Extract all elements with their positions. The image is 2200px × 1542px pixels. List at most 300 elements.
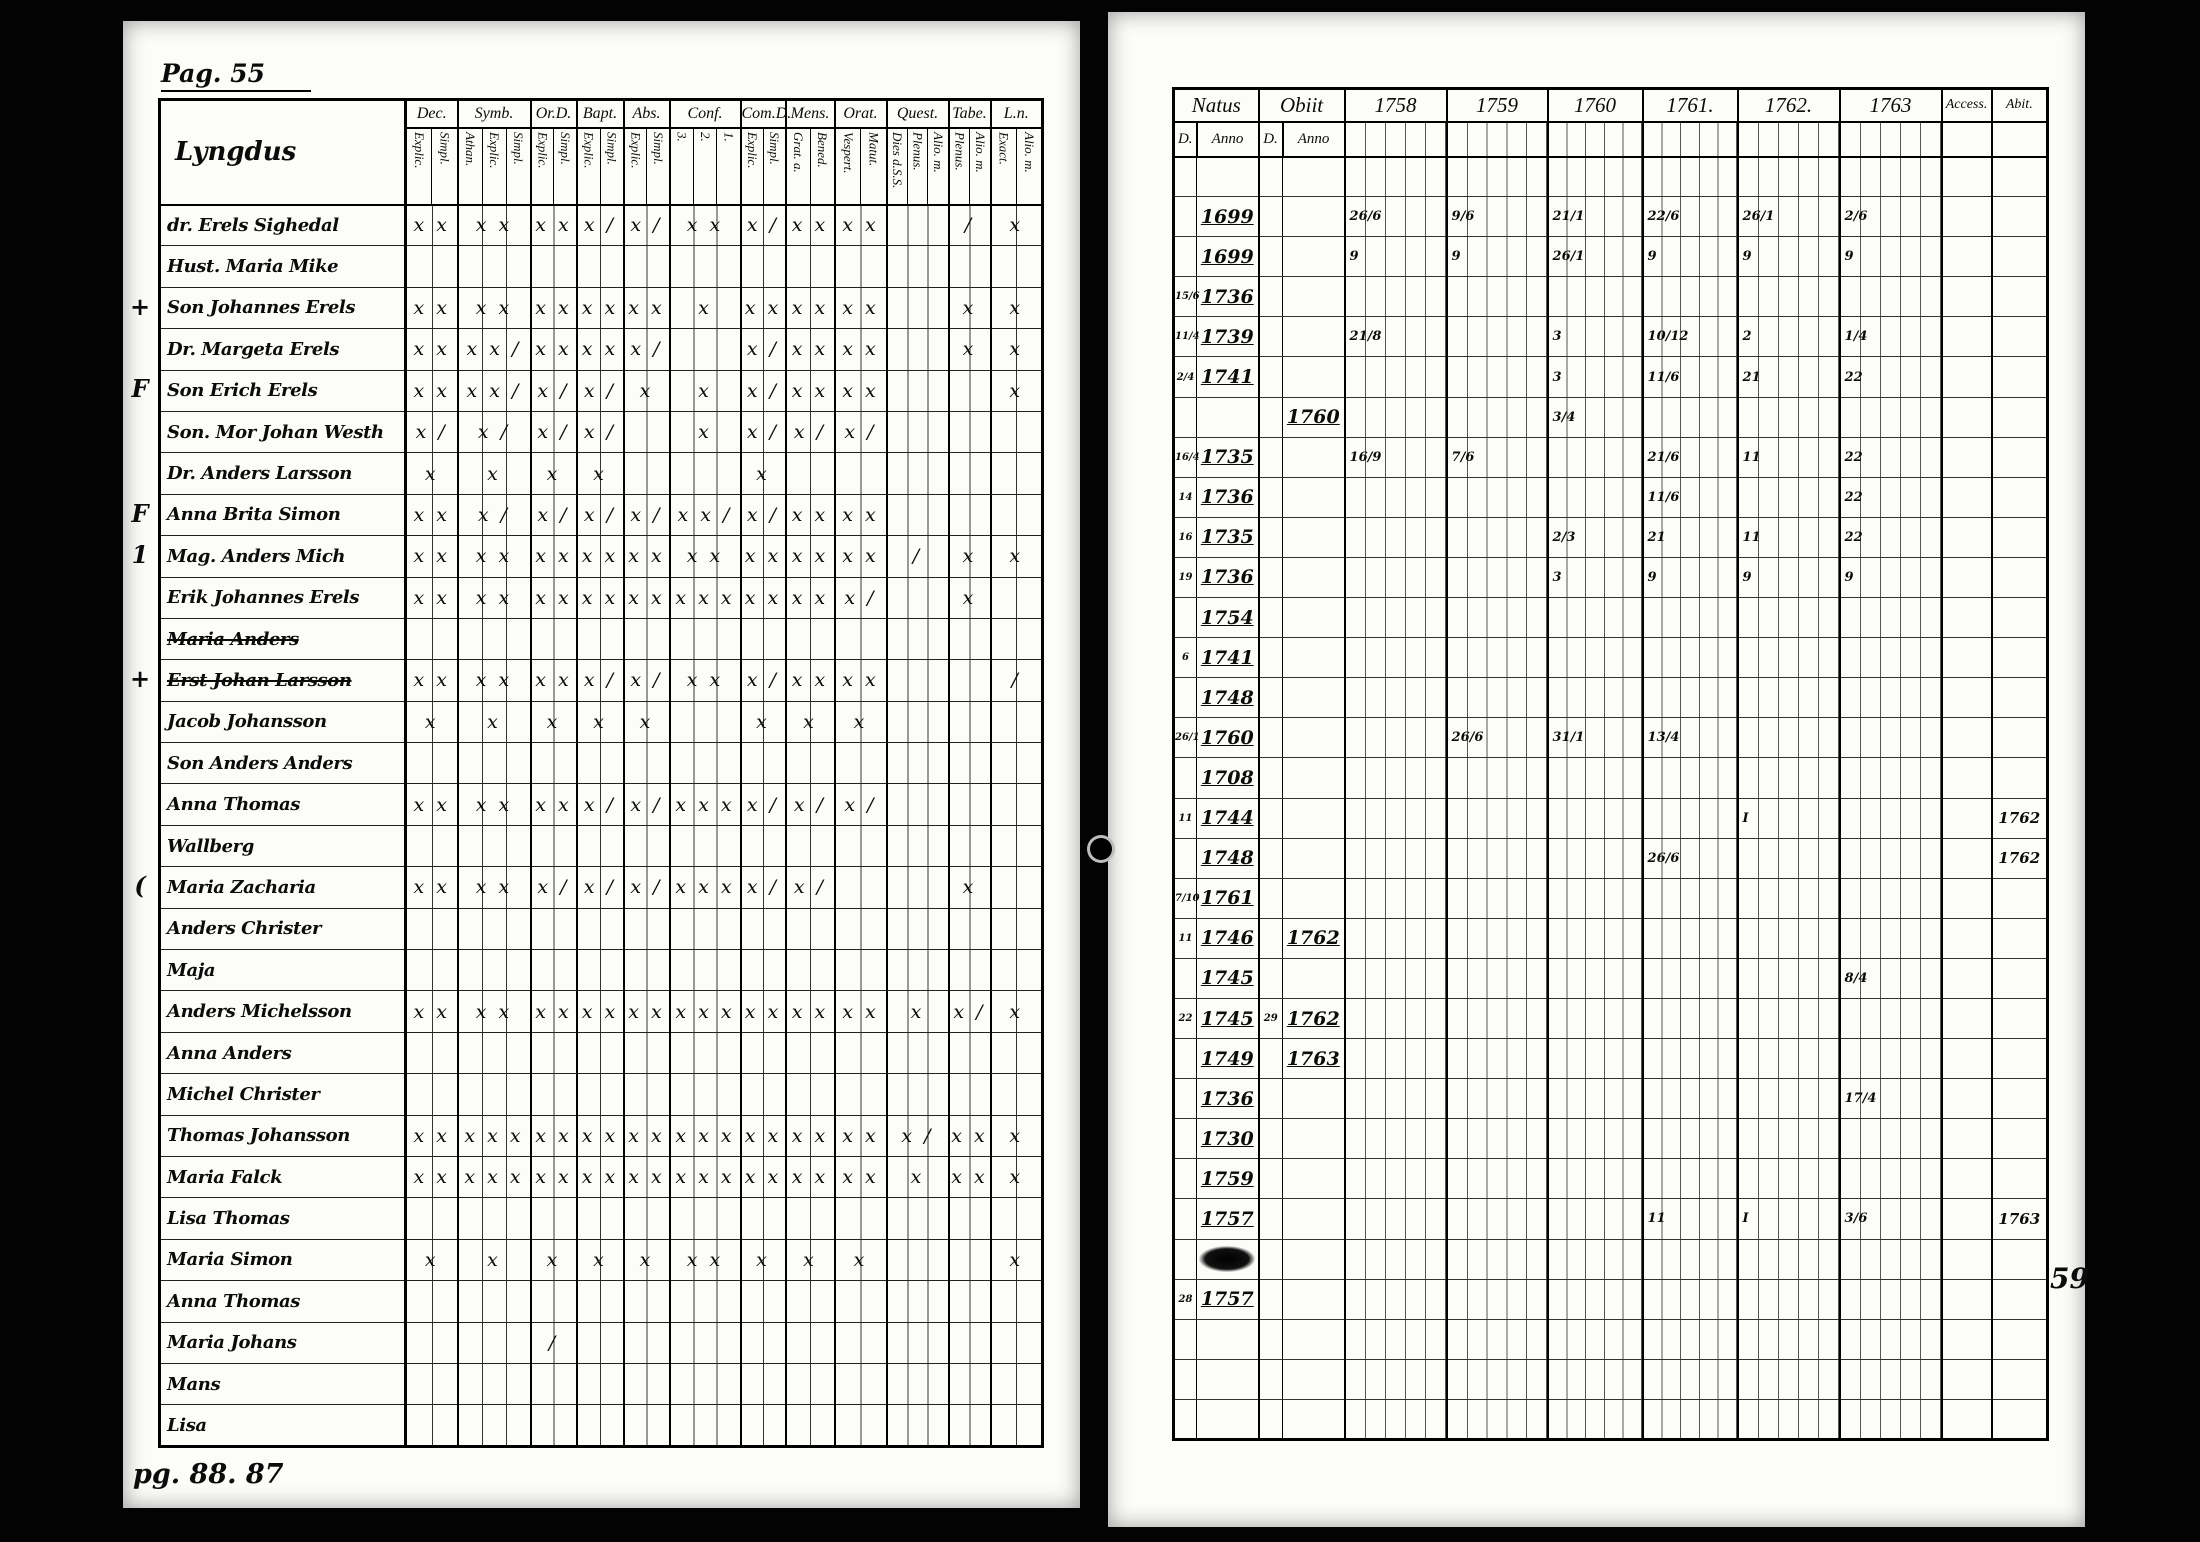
exam-mark-cell <box>741 825 786 866</box>
obiit-day-cell <box>1259 638 1283 678</box>
year-attendance-cell: 22 <box>1840 517 1942 557</box>
year-attendance-cell: 8/4 <box>1840 958 1942 998</box>
group-header-bapt: Bapt. <box>577 100 624 128</box>
access-cell <box>1942 958 1992 998</box>
year-attendance-cell <box>1840 758 1942 798</box>
year-attendance-cell <box>1643 277 1738 317</box>
natus-day-cell <box>1174 1039 1197 1079</box>
obiit-day-cell <box>1259 1199 1283 1239</box>
abit-cell <box>1992 678 2048 718</box>
exam-mark-cell <box>835 908 887 949</box>
year-attendance-cell <box>1548 1239 1643 1279</box>
natus-day-cell <box>1174 197 1197 237</box>
exam-mark-cell: x <box>406 453 458 494</box>
exam-mark-cell: x x <box>624 1115 670 1156</box>
year-attendance-cell <box>1548 838 1643 878</box>
exam-mark-cell <box>949 494 991 535</box>
year-attendance-cell <box>1345 718 1447 758</box>
exam-mark-cell <box>887 411 949 452</box>
subheader-label: Exact. <box>996 131 1012 165</box>
subheader-or-d <box>531 128 577 205</box>
year-attendance-cell <box>1840 1319 1942 1359</box>
natus-year-cell: 1741 <box>1197 357 1259 397</box>
subheader-cells <box>407 129 457 204</box>
exam-mark-cell <box>741 1322 786 1363</box>
year-attendance-cell <box>1345 1239 1447 1279</box>
year-attendance-cell <box>1447 638 1548 678</box>
obiit-day-cell <box>1259 557 1283 597</box>
group-header-symb: Symb. <box>458 100 531 128</box>
obiit-year-cell <box>1283 1199 1345 1239</box>
person-name-cell <box>160 991 406 1032</box>
year-attendance-cell <box>1643 998 1738 1038</box>
year-header: 1762. <box>1738 89 1840 122</box>
exam-mark-cell: x x x <box>458 1115 531 1156</box>
year-attendance-cell <box>1447 1399 1548 1439</box>
natus-year-cell: 1754 <box>1197 598 1259 638</box>
exam-mark-cell <box>406 618 458 659</box>
year-attendance-cell <box>1345 758 1447 798</box>
register-row <box>160 660 1043 701</box>
obiit-day-cell <box>1259 1319 1283 1359</box>
exam-mark-cell: x x <box>786 536 835 577</box>
person-name-cell <box>160 1115 406 1156</box>
abit-cell: 1763 <box>1992 1199 2048 1239</box>
obiit-day-cell: 29 <box>1259 998 1283 1038</box>
person-name-cell <box>160 205 406 246</box>
exam-mark-cell <box>624 825 670 866</box>
year-attendance-cell <box>1738 878 1840 918</box>
subheader-label: Plenus. <box>907 129 927 204</box>
obiit-day-cell <box>1259 878 1283 918</box>
person-name: Mag. Anders Mich <box>167 545 346 567</box>
register-header-row <box>1174 89 2048 122</box>
exam-mark-cell <box>741 1405 786 1446</box>
register-row <box>160 370 1043 411</box>
exam-mark-cell <box>991 867 1043 908</box>
obiit-year-cell: 1760 <box>1283 397 1345 437</box>
exam-mark-cell <box>835 743 887 784</box>
exam-mark-cell: x <box>887 991 949 1032</box>
abit-cell <box>1992 1319 2048 1359</box>
exam-mark-cell <box>949 1281 991 1322</box>
subheader-cells <box>532 129 576 204</box>
exam-mark-cell <box>887 329 949 370</box>
year-attendance-cell <box>1738 998 1840 1038</box>
exam-mark-cell <box>991 1032 1043 1073</box>
obiit-year-cell <box>1283 1319 1345 1359</box>
register-row <box>160 287 1043 328</box>
register-row <box>1174 1399 2048 1439</box>
register-row <box>1174 517 2048 557</box>
person-name-cell <box>160 1322 406 1363</box>
exam-mark-cell: x <box>406 1239 458 1280</box>
exam-mark-cell <box>991 1322 1043 1363</box>
natus-day-cell: 7/10 <box>1174 878 1197 918</box>
year-attendance-cell <box>1738 1359 1840 1399</box>
exam-mark-cell <box>458 246 531 287</box>
exam-mark-cell <box>786 246 835 287</box>
year-attendance-cell: 17/4 <box>1840 1079 1942 1119</box>
exam-mark-cell <box>670 825 741 866</box>
access-cell <box>1942 557 1992 597</box>
exam-mark-cell <box>786 1405 835 1446</box>
exam-mark-cell: x <box>741 1239 786 1280</box>
exam-mark-cell: x / <box>786 784 835 825</box>
exam-mark-cell: x x <box>406 1156 458 1197</box>
register-row <box>160 453 1043 494</box>
natus-day-cell <box>1174 758 1197 798</box>
exam-mark-cell: x / <box>624 867 670 908</box>
obiit-day-cell <box>1259 958 1283 998</box>
exam-mark-cell <box>670 1405 741 1446</box>
exam-mark-cell: x x <box>531 577 577 618</box>
year-attendance-cell <box>1548 638 1643 678</box>
exam-mark-cell: x x <box>835 494 887 535</box>
exam-mark-cell: x x <box>458 991 531 1032</box>
obiit-day-cell <box>1259 317 1283 357</box>
exam-mark-cell <box>624 618 670 659</box>
natus-year-cell: 1739 <box>1197 317 1259 357</box>
obiit-year-cell <box>1283 758 1345 798</box>
exam-mark-cell <box>835 246 887 287</box>
year-attendance-cell <box>1840 718 1942 758</box>
year-attendance-cell <box>1738 758 1840 798</box>
year-attendance-cell: 21/8 <box>1345 317 1447 357</box>
exam-mark-cell: x x <box>406 784 458 825</box>
natus-year-cell: 1748 <box>1197 678 1259 718</box>
year-attendance-cell: 9 <box>1447 237 1548 277</box>
natus-header: Natus <box>1174 89 1259 122</box>
natus-year-cell: 1757 <box>1197 1279 1259 1319</box>
subheader-label: Alio. m. <box>927 129 947 204</box>
year-attendance-cell: 9 <box>1738 237 1840 277</box>
subheader-label: Simpl. <box>646 129 669 204</box>
exam-mark-cell <box>887 1239 949 1280</box>
exam-mark-cell: x <box>991 370 1043 411</box>
exam-mark-cell <box>949 743 991 784</box>
catechetical-exam-table <box>158 98 1044 1448</box>
year-attendance-cell: 1/4 <box>1840 317 1942 357</box>
obiit-year-cell <box>1283 1239 1345 1279</box>
exam-mark-cell: x x <box>531 329 577 370</box>
person-name-cell <box>160 370 406 411</box>
obiit-day-cell <box>1259 1039 1283 1079</box>
natus-day-cell: 28 <box>1174 1279 1197 1319</box>
year-attendance-cell <box>1345 1119 1447 1159</box>
person-name: Anna Anders <box>167 1042 292 1064</box>
access-cell <box>1942 918 1992 958</box>
exam-mark-cell: x x <box>670 536 741 577</box>
exam-mark-cell <box>577 1405 624 1446</box>
person-name-cell <box>160 660 406 701</box>
exam-mark-cell: x / <box>741 660 786 701</box>
year-attendance-cell <box>1548 678 1643 718</box>
exam-mark-cell: x / <box>741 329 786 370</box>
year-attendance-cell <box>1840 157 1942 197</box>
exam-mark-cell <box>406 1074 458 1115</box>
exam-mark-cell: x x <box>835 660 887 701</box>
register-row <box>1174 758 2048 798</box>
year-attendance-cell <box>1548 1119 1643 1159</box>
natus-day-cell: 11 <box>1174 798 1197 838</box>
access-cell <box>1942 998 1992 1038</box>
year-attendance-cell: I <box>1738 798 1840 838</box>
obiit-day-cell <box>1259 598 1283 638</box>
obiit-year-cell <box>1283 798 1345 838</box>
exam-mark-cell <box>949 1032 991 1073</box>
year-attendance-cell: 11 <box>1738 517 1840 557</box>
group-header-orat: Orat. <box>835 100 887 128</box>
exam-mark-cell: x x <box>406 370 458 411</box>
exam-mark-cell: x <box>786 701 835 742</box>
group-header-or-d: Or.D. <box>531 100 577 128</box>
subheader-cells <box>888 129 948 204</box>
abit-subheader <box>1992 122 2048 157</box>
natus-day-cell: 11/4 <box>1174 317 1197 357</box>
exam-mark-cell <box>991 784 1043 825</box>
exam-mark-cell: x <box>741 701 786 742</box>
natus-day-cell <box>1174 1239 1197 1279</box>
footer-page-reference: pg. 88. 87 <box>133 1459 284 1490</box>
exam-mark-cell <box>786 908 835 949</box>
exam-mark-cell <box>887 1363 949 1404</box>
exam-mark-cell: x <box>835 1239 887 1280</box>
year-attendance-cell <box>1643 678 1738 718</box>
year-attendance-cell <box>1548 1039 1643 1079</box>
year-attendance-cell <box>1643 1119 1738 1159</box>
year-attendance-cell <box>1840 1399 1942 1439</box>
access-cell <box>1942 1399 1992 1439</box>
year-attendance-cell: 16/9 <box>1345 437 1447 477</box>
natus-day-cell: 6 <box>1174 638 1197 678</box>
subheader-cells <box>742 129 785 204</box>
exam-mark-cell: x x <box>835 287 887 328</box>
year-attendance-cell <box>1643 1159 1738 1199</box>
year-attendance-cell <box>1738 1399 1840 1439</box>
subheader-label: Explic. <box>628 131 644 168</box>
subheader-tabe <box>949 128 991 205</box>
obiit-year-cell: 1763 <box>1283 1039 1345 1079</box>
exam-mark-cell: / <box>531 1322 577 1363</box>
register-row <box>160 577 1043 618</box>
group-header-conf: Conf. <box>670 100 741 128</box>
year-attendance-cell <box>1447 397 1548 437</box>
exam-mark-cell <box>991 1074 1043 1115</box>
natus-year-cell: 1699 <box>1197 237 1259 277</box>
obiit-year-cell <box>1283 1079 1345 1119</box>
obiit-day-header: D. <box>1259 122 1283 157</box>
subheader-label: Simpl. <box>506 129 530 204</box>
exam-mark-cell <box>406 1281 458 1322</box>
exam-mark-cell <box>786 743 835 784</box>
abit-cell <box>1992 1119 2048 1159</box>
exam-mark-cell <box>458 1405 531 1446</box>
person-name: Maja <box>167 959 216 981</box>
person-name: Erst Johan Larsson <box>167 669 352 691</box>
year-attendance-cell <box>1643 758 1738 798</box>
exam-mark-cell: x <box>949 287 991 328</box>
year-subheader <box>1345 122 1447 157</box>
exam-mark-cell: x <box>786 1239 835 1280</box>
exam-mark-cell: x <box>624 1239 670 1280</box>
obiit-year-cell <box>1283 237 1345 277</box>
exam-mark-cell: x x <box>406 329 458 370</box>
year-attendance-cell: 3 <box>1548 557 1643 597</box>
group-header-quest: Quest. <box>887 100 949 128</box>
year-attendance-cell <box>1548 1279 1643 1319</box>
obiit-year-cell <box>1283 1399 1345 1439</box>
year-attendance-cell: 26/1 <box>1738 197 1840 237</box>
exam-mark-cell <box>670 329 741 370</box>
year-subheader <box>1643 122 1738 157</box>
abit-cell <box>1992 1279 2048 1319</box>
exam-mark-cell <box>887 246 949 287</box>
year-attendance-cell <box>1643 1399 1738 1439</box>
exam-table-header <box>160 100 1043 205</box>
obiit-year-cell <box>1283 598 1345 638</box>
exam-mark-cell <box>949 908 991 949</box>
year-attendance-cell: 21/1 <box>1548 197 1643 237</box>
exam-mark-cell <box>949 453 991 494</box>
access-cell <box>1942 1239 1992 1279</box>
obiit-day-cell <box>1259 758 1283 798</box>
register-body <box>1174 157 2048 1440</box>
subheader-label: Athan. <box>463 131 478 166</box>
margin-note: + <box>129 664 151 694</box>
exam-mark-cell: x x <box>458 660 531 701</box>
exam-mark-cell <box>887 618 949 659</box>
exam-mark-cell: x x <box>786 205 835 246</box>
year-attendance-cell: 22 <box>1840 357 1942 397</box>
abit-cell <box>1992 1239 2048 1279</box>
obiit-day-cell <box>1259 157 1283 197</box>
person-name-cell <box>160 1405 406 1446</box>
year-attendance-cell <box>1447 357 1548 397</box>
exam-mark-cell <box>887 743 949 784</box>
exam-mark-cell <box>786 1281 835 1322</box>
abit-cell <box>1992 1079 2048 1119</box>
person-name-cell <box>160 701 406 742</box>
exam-mark-cell <box>458 950 531 991</box>
exam-mark-cell: x <box>670 370 741 411</box>
year-attendance-cell: 2/3 <box>1548 517 1643 557</box>
abit-cell <box>1992 1399 2048 1439</box>
obiit-day-cell <box>1259 718 1283 758</box>
exam-mark-cell: x <box>991 991 1043 1032</box>
exam-mark-cell <box>991 825 1043 866</box>
exam-mark-cell: x x <box>531 660 577 701</box>
exam-mark-cell: x x <box>835 370 887 411</box>
exam-mark-cell: x <box>670 287 741 328</box>
exam-mark-cell: x / <box>458 494 531 535</box>
access-cell <box>1942 1119 1992 1159</box>
exam-mark-cell: x x / <box>670 494 741 535</box>
year-attendance-cell: 26/6 <box>1447 718 1548 758</box>
exam-mark-cell: x <box>577 1239 624 1280</box>
year-attendance-cell <box>1548 958 1643 998</box>
exam-mark-cell <box>991 950 1043 991</box>
access-cell <box>1942 1319 1992 1359</box>
access-cell <box>1942 277 1992 317</box>
exam-mark-cell <box>887 205 949 246</box>
exam-mark-cell: x / <box>531 411 577 452</box>
year-attendance-cell <box>1840 918 1942 958</box>
exam-mark-cell: / <box>949 205 991 246</box>
year-subheader <box>1548 122 1643 157</box>
year-attendance-cell <box>1548 157 1643 197</box>
year-attendance-cell: 21 <box>1643 517 1738 557</box>
page-number-label: Pag. 55 <box>161 58 311 92</box>
year-attendance-cell <box>1840 838 1942 878</box>
person-name-cell <box>160 453 406 494</box>
natus-year-cell <box>1197 1359 1259 1399</box>
exam-mark-cell: x <box>991 287 1043 328</box>
exam-mark-cell <box>577 1281 624 1322</box>
exam-mark-cell <box>835 867 887 908</box>
exam-mark-cell <box>624 453 670 494</box>
access-cell <box>1942 517 1992 557</box>
exam-mark-cell: x x <box>577 577 624 618</box>
year-attendance-cell <box>1345 1079 1447 1119</box>
exam-mark-cell <box>991 1363 1043 1404</box>
abit-cell: 1762 <box>1992 798 2048 838</box>
register-row <box>1174 878 2048 918</box>
exam-mark-cell <box>949 370 991 411</box>
person-name: Son. Mor Johan Westh <box>167 421 384 443</box>
register-row <box>160 1239 1043 1280</box>
obiit-year-cell: 1762 <box>1283 918 1345 958</box>
year-attendance-cell: 3 <box>1548 317 1643 357</box>
exam-table-body <box>160 205 1043 1447</box>
exam-mark-cell <box>991 453 1043 494</box>
exam-mark-cell <box>991 701 1043 742</box>
exam-mark-cell: x x <box>786 991 835 1032</box>
exam-mark-cell <box>741 1074 786 1115</box>
exam-mark-cell: x x <box>577 287 624 328</box>
exam-mark-cell <box>949 1198 991 1239</box>
year-attendance-cell <box>1345 357 1447 397</box>
exam-mark-cell <box>624 1363 670 1404</box>
register-row <box>160 825 1043 866</box>
year-attendance-cell <box>1840 277 1942 317</box>
exam-mark-cell: x <box>991 1239 1043 1280</box>
exam-mark-cell <box>624 411 670 452</box>
natus-year-cell: 1736 <box>1197 1079 1259 1119</box>
group-header-abs: Abs. <box>624 100 670 128</box>
exam-mark-cell <box>577 950 624 991</box>
exam-mark-cell: x x <box>577 329 624 370</box>
year-attendance-cell <box>1643 1359 1738 1399</box>
exam-mark-cell <box>406 825 458 866</box>
exam-mark-cell: x x <box>577 1156 624 1197</box>
year-attendance-cell <box>1643 1319 1738 1359</box>
exam-mark-cell <box>458 743 531 784</box>
margin-note: F <box>131 498 149 528</box>
year-attendance-cell <box>1345 397 1447 437</box>
exam-mark-cell <box>949 246 991 287</box>
exam-mark-cell <box>887 1322 949 1363</box>
exam-mark-cell: x x x <box>670 784 741 825</box>
obiit-year-cell <box>1283 357 1345 397</box>
exam-mark-cell: x x <box>406 494 458 535</box>
natus-year-cell <box>1197 157 1259 197</box>
obiit-year-cell <box>1283 557 1345 597</box>
obiit-year-cell: 1762 <box>1283 998 1345 1038</box>
access-cell <box>1942 1039 1992 1079</box>
natus-day-header: D. <box>1174 122 1197 157</box>
year-attendance-cell <box>1447 477 1548 517</box>
